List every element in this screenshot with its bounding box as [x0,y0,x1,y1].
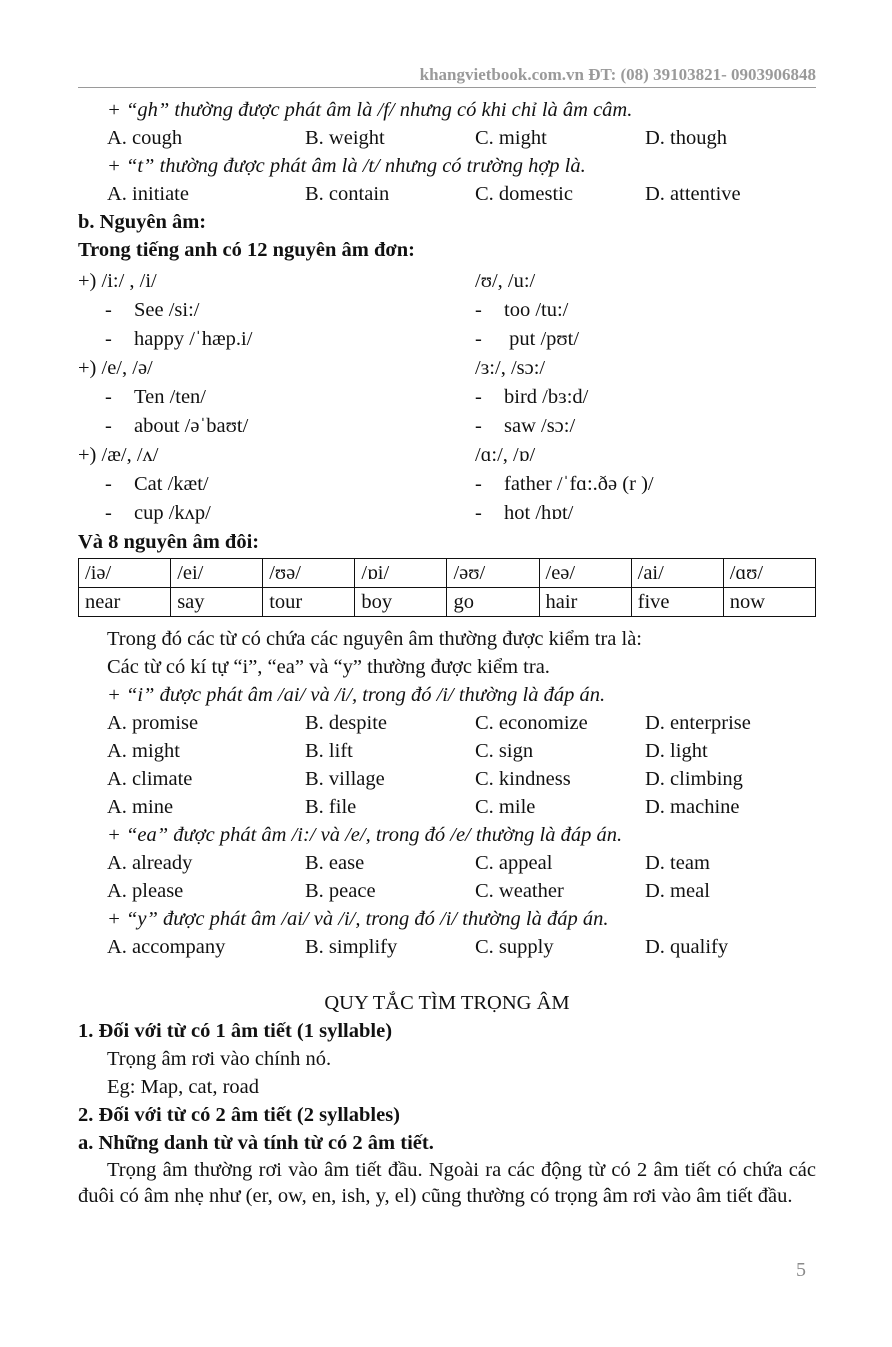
vowel-example: too /tu:/ [504,299,569,321]
question-row [78,877,816,905]
option-d: D. climbing [645,768,743,790]
diphthong-word: hair [539,588,631,617]
question-row [78,765,816,793]
option-d: D. meal [645,880,710,902]
page-header: khangvietbook.com.vn ĐT: (08) 39103821- 0903906848 [78,63,816,88]
question-row [78,709,816,737]
vowel-left: +) /i:/ , /i/ [78,270,157,292]
option-a: A. initiate [107,183,189,205]
vowels-heading: b. Nguyên âm: [78,211,207,233]
dash: - [475,328,482,350]
option-a: A. please [107,880,184,902]
option-c: C. might [475,127,547,149]
stress-title: QUY TẮC TÌM TRỌNG ÂM [324,992,570,1014]
table-row [79,588,816,617]
option-d: D. team [645,852,710,874]
dash: - [475,415,482,437]
t-options [78,180,816,208]
diphthong-symbol: /ʊə/ [263,559,355,588]
ea-rule: + “ea” được phát âm /i:/ và /e/, trong đó /e/ thường là đáp án. [107,824,623,846]
dash: - [475,502,482,524]
dash: - [475,386,482,408]
vowel-row [78,412,816,441]
dash: - [105,299,112,321]
vowel-row [78,267,816,296]
y-rule: + “y” được phát âm /ai/ và /i/, trong đó /i/ thường là đáp án. [107,908,609,930]
dash: - [105,328,112,350]
i-rule: + “i” được phát âm /ai/ và /i/, trong đó /i/ thường là đáp án. [107,684,606,706]
diphthong-symbol: /ai/ [631,559,723,588]
diphthong-symbol: /əʊ/ [447,559,539,588]
t-rule: + “t” thường được phát âm là /t/ nhưng có trường hợp là. [107,155,586,177]
page-content [78,96,816,1209]
vowel-example: happy /ˈhæp.i/ [134,328,253,350]
dash: - [105,415,112,437]
dash: - [105,386,112,408]
option-a: A. cough [107,127,183,149]
dash: - [475,299,482,321]
diphthong-table [78,558,816,617]
vowel-row [78,354,816,383]
option-c: C. economize [475,712,588,734]
vowel-row [78,470,816,499]
gh-rule: + “gh” thường được phát âm là /f/ nhưng có khi chỉ là âm câm. [107,99,633,121]
vowel-example: hot /hɒt/ [504,502,574,524]
vowel-row [78,383,816,412]
option-b: B. ease [305,852,365,874]
option-a: A. mine [107,796,174,818]
tested-line-2: Các từ có kí tự “i”, “ea” và “y” thường được kiểm tra. [107,656,550,678]
option-c: C. weather [475,880,564,902]
tested-line-1: Trong đó các từ có chứa các nguyên âm thường được kiểm tra là: [107,628,643,650]
vowel-example: Cat /kæt/ [134,473,209,495]
page-number: 5 [796,1259,806,1281]
option-c: C. mile [475,796,536,818]
option-c: C. domestic [475,183,573,205]
option-b: B. simplify [305,936,398,958]
stress-section-1-line-2: Eg: Map, cat, road [107,1076,259,1098]
vowel-left: +) /æ/, /ʌ/ [78,444,159,466]
diphthong-symbol: /ei/ [171,559,263,588]
option-d: D. attentive [645,183,741,205]
option-a: A. might [107,740,180,762]
option-d: D. qualify [645,936,729,958]
diphthong-word: five [631,588,723,617]
option-b: B. lift [305,740,353,762]
option-d: D. light [645,740,708,762]
diphthong-symbol: /ɒi/ [355,559,447,588]
stress-section-1-heading: 1. Đối với từ có 1 âm tiết (1 syllable) [78,1020,393,1042]
vowel-left: +) /e/, /ə/ [78,357,153,379]
diphthong-symbol: /ɑʊ/ [723,559,815,588]
vowel-row [78,296,816,325]
option-a: A. already [107,852,193,874]
diphthong-heading: Và 8 nguyên âm đôi: [78,531,260,553]
question-row [78,737,816,765]
diphthong-symbol: /iə/ [79,559,171,588]
vowel-right: /ɜ:/, /sɔ:/ [475,357,546,379]
option-c: C. appeal [475,852,553,874]
vowel-example: Ten /ten/ [134,386,207,408]
dash: - [105,502,112,524]
dash: - [105,473,112,495]
vowel-example: about /əˈbaʊt/ [134,415,249,437]
option-a: A. accompany [107,936,226,958]
option-b: B. despite [305,712,387,734]
option-c: C. supply [475,936,554,958]
diphthong-word: go [447,588,539,617]
option-c: C. kindness [475,768,571,790]
option-b: B. village [305,768,385,790]
question-row [78,793,816,821]
table-row [79,559,816,588]
option-d: D. though [645,127,727,149]
diphthong-word: tour [263,588,355,617]
option-b: B. peace [305,880,376,902]
vowel-example: saw /sɔ:/ [504,415,576,437]
option-d: D. enterprise [645,712,751,734]
stress-section-1-line-1: Trọng âm rơi vào chính nó. [107,1048,332,1070]
vowel-row [78,325,816,354]
option-d: D. machine [645,796,740,818]
option-a: A. climate [107,768,193,790]
single-vowels-list [78,267,816,528]
vowel-example: bird /bɜ:d/ [504,386,589,408]
diphthong-word: boy [355,588,447,617]
vowel-example: put /pʊt/ [504,328,580,350]
stress-section-2a-paragraph: Trọng âm thường rơi vào âm tiết đầu. Ngoài ra các động từ có 2 âm tiết có chứa các đuôi có âm nhẹ như (er, ow, en, ish, y, el) cũng thường có trọng âm rơi vào âm tiết đầu. [78,1159,816,1207]
vowel-right: /ɑ:/, /ɒ/ [475,444,536,466]
option-b: B. contain [305,183,390,205]
question-row [78,933,816,961]
diphthong-word: near [79,588,171,617]
option-b: B. weight [305,127,385,149]
diphthong-symbol: /eə/ [539,559,631,588]
option-a: A. promise [107,712,199,734]
option-b: B. file [305,796,357,818]
vowel-example: father /ˈfɑ:.ðə (r )/ [504,473,654,495]
option-c: C. sign [475,740,534,762]
question-row [78,849,816,877]
diphthong-word: say [171,588,263,617]
vowel-right: /ʊ/, /u:/ [475,270,536,292]
gh-options [78,124,816,152]
vowel-example: See /si:/ [134,299,200,321]
single-vowels-heading: Trong tiếng anh có 12 nguyên âm đơn: [78,239,415,261]
stress-section-2-heading: 2. Đối với từ có 2 âm tiết (2 syllables) [78,1104,400,1126]
dash: - [475,473,482,495]
vowel-row [78,441,816,470]
vowel-row [78,499,816,528]
vowel-example: cup /kʌp/ [134,502,211,524]
stress-section-2a-heading: a. Những danh từ và tính từ có 2 âm tiết. [78,1132,434,1154]
diphthong-word: now [723,588,815,617]
